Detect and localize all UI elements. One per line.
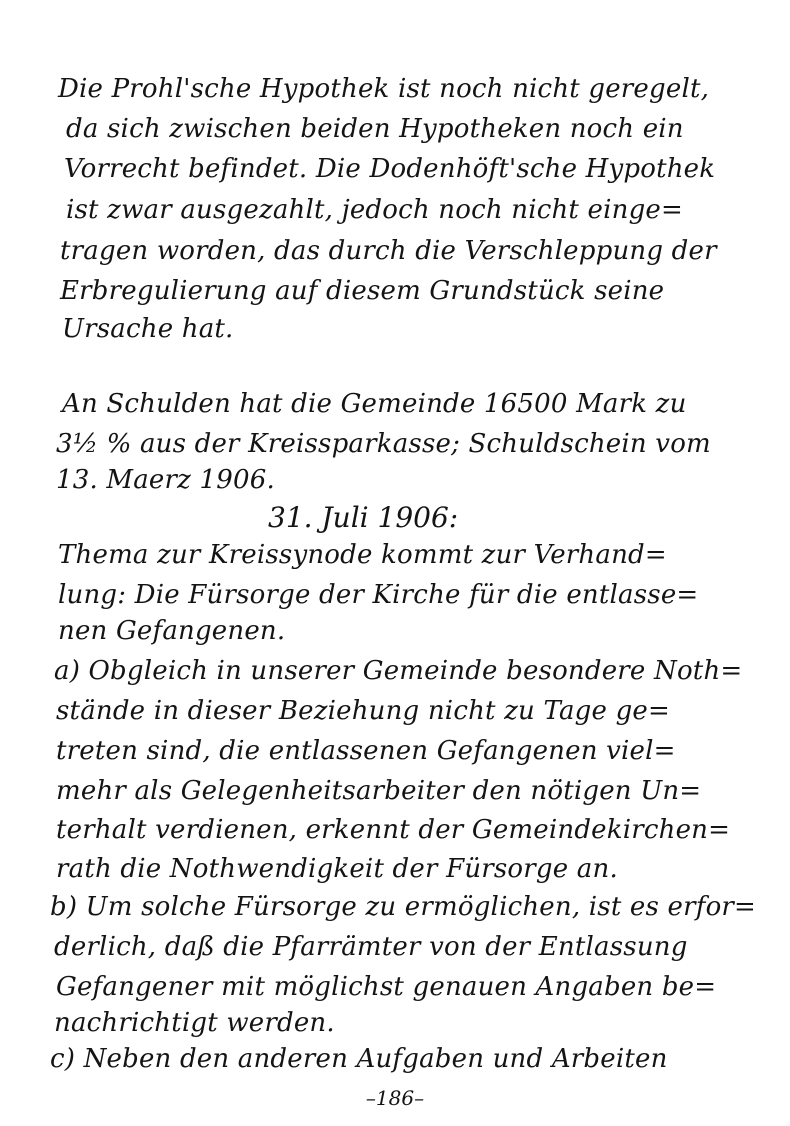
date-heading: 31. Juli 1906: <box>268 501 459 534</box>
text-line: stände in dieser Beziehung nicht zu Tage ge= <box>56 696 670 726</box>
text-line: nen Gefangenen. <box>58 616 286 646</box>
text-line: a) Obgleich in unserer Gemeinde besondere Noth= <box>54 656 743 686</box>
text-line: ist zwar ausgezahlt, jedoch noch nicht einge= <box>66 195 684 225</box>
text-line: terhalt verdienen, erkennt der Gemeindekirchen= <box>56 815 731 845</box>
text-line: tragen worden, das durch die Verschleppung der <box>60 236 717 266</box>
text-line: rath die Nothwendigkeit der Fürsorge an. <box>56 854 618 884</box>
text-line: Die Prohl'sche Hypothek ist noch nicht geregelt, <box>58 74 710 104</box>
text-line: Erbregulierung auf diesem Grundstück seine <box>60 276 665 306</box>
page-number: –186– <box>365 1086 425 1110</box>
text-line: mehr als Gelegenheitsarbeiter den nötigen Un= <box>56 776 702 806</box>
text-line: c) Neben den anderen Aufgaben und Arbeiten <box>50 1044 668 1074</box>
text-line: Gefangener mit möglichst genauen Angaben be= <box>56 972 717 1002</box>
text-line: nachrichtigt werden. <box>54 1008 335 1038</box>
text-line: 13. Maerz 1906. <box>56 465 275 495</box>
text-line: Thema zur Kreissynode kommt zur Verhand= <box>58 540 667 570</box>
text-line: lung: Die Fürsorge der Kirche für die entlasse= <box>58 580 699 610</box>
text-line: An Schulden hat die Gemeinde 16500 Mark zu <box>62 389 687 419</box>
text-line: b) Um solche Fürsorge zu ermöglichen, ist es erfor= <box>50 892 757 922</box>
text-line: 3½ % aus der Kreissparkasse; Schuldschein vom <box>56 429 711 459</box>
text-line: Vorrecht befindet. Die Dodenhöft'sche Hypothek <box>64 154 716 184</box>
text-line: treten sind, die entlassenen Gefangenen viel= <box>56 736 676 766</box>
text-line: derlich, daß die Pfarrämter von der Entlassung <box>54 932 688 962</box>
text-line: da sich zwischen beiden Hypotheken noch ein <box>66 114 684 144</box>
text-line: Ursache hat. <box>62 314 234 344</box>
